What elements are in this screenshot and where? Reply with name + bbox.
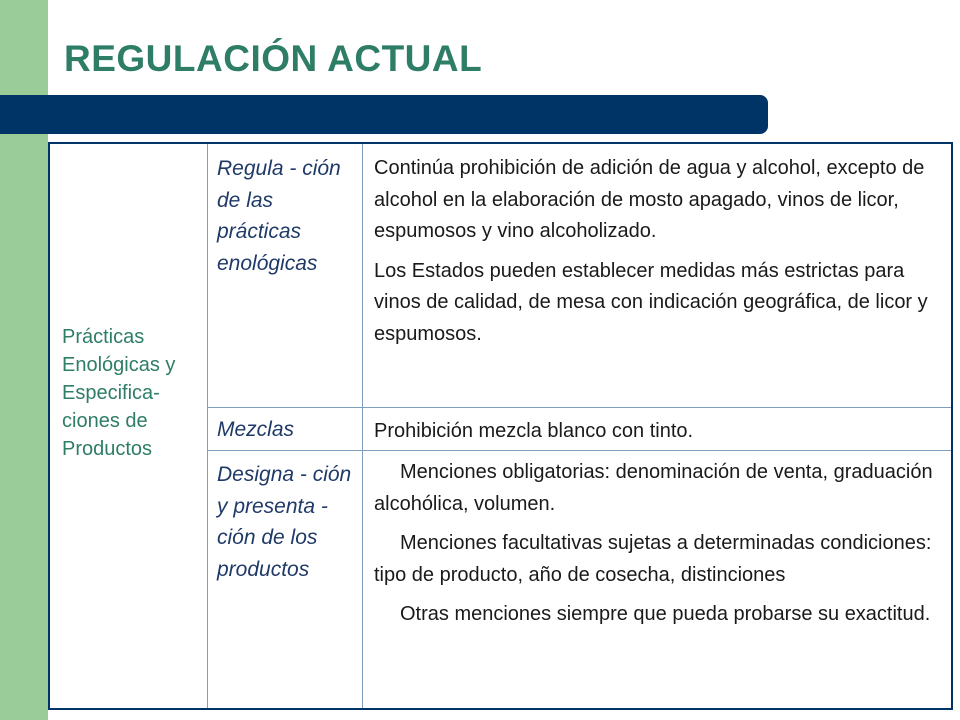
description-item: Prohibición mezcla blanco con tinto. bbox=[374, 420, 694, 442]
category-label: Prácticas Enológicas y Especifica- ciones de Productos bbox=[62, 326, 176, 460]
row-label-practicas: Regula - ción de las prácticas enológicas bbox=[217, 157, 341, 275]
description-item: Menciones obligatorias: denominación de venta, graduación alcohólica, volumen. bbox=[374, 461, 933, 515]
description-item: Continúa prohibición de adición de agua y alcohol, excepto de alcohol en la elaboración de mosto apagado, vinos de licor, espumosos y vino alcoholizado. bbox=[374, 157, 925, 242]
description-item: Menciones facultativas sujetas a determinadas condiciones: tipo de producto, año de cosecha, distinciones bbox=[374, 532, 932, 586]
column-divider-2 bbox=[362, 144, 363, 708]
row-label-mezclas: Mezclas bbox=[217, 418, 295, 441]
row-description-practicas bbox=[374, 153, 949, 358]
column-divider-1 bbox=[207, 144, 208, 708]
description-item: Otras menciones siempre que pueda probarse su exactitud. bbox=[400, 603, 931, 625]
row-divider-1 bbox=[208, 407, 951, 408]
row-label-designacion: Designa - ción y presenta - ción de los productos bbox=[217, 463, 352, 581]
regulation-table bbox=[48, 142, 953, 710]
title-underline-bar bbox=[0, 95, 768, 134]
row-description-designacion bbox=[374, 457, 949, 639]
page-title: REGULACIÓN ACTUAL bbox=[64, 38, 483, 79]
row-description-mezclas bbox=[374, 416, 949, 456]
description-item: Los Estados pueden establecer medidas más estrictas para vinos de calidad, de mesa con indicación geográfica, de licor y espumosos. bbox=[374, 259, 928, 345]
